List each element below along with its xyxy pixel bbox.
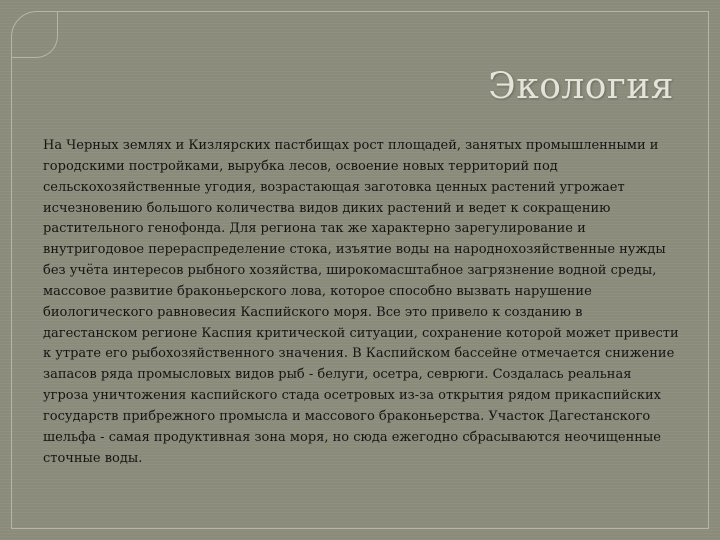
slide-body-text: На Черных землях и Кизлярских пастбищах рост площадей, занятых промышленными и городскими постройками, вырубка лесов, освоение новых территорий под сельскохозяйственные угодия, возрастающая заготовка ценных растений угрожает исчезновению большого количества видов диких растений и ведет к сокращению растительного генофонда. Для региона так же характерно зарегулирование и внутригодовое перераспределение стока, изъятие воды на народнохозяйственные нужды без учёта интересов рыбного хозяйства, широкомасштабное загрязнение водной среды, массовое развитие браконьерского лова, которое способно вызвать нарушение биологического равновесия Каспийского моря. Все это привело к созданию в дагестанском регионе Каспия критической ситуации, сохранение которой может привести к утрате его рыбохозяйственного значения. В Каспийском бассейне отмечается снижение запасов ряда промысловых видов рыб - белуги, осетра, севрюги. Создалась реальная угроза уничтожения каспийского стада осетровых из-за открытия рядом прикаспийских государств прибрежного промысла и массового браконьерства. Участок Дагестанского шельфа - самая продуктивная зона моря, но сюда ежегодно сбрасываются неочищенные сточные воды. xyxy=(43,138,679,466)
slide-title: Экология xyxy=(488,66,674,107)
frame-corner-decoration xyxy=(12,12,58,58)
